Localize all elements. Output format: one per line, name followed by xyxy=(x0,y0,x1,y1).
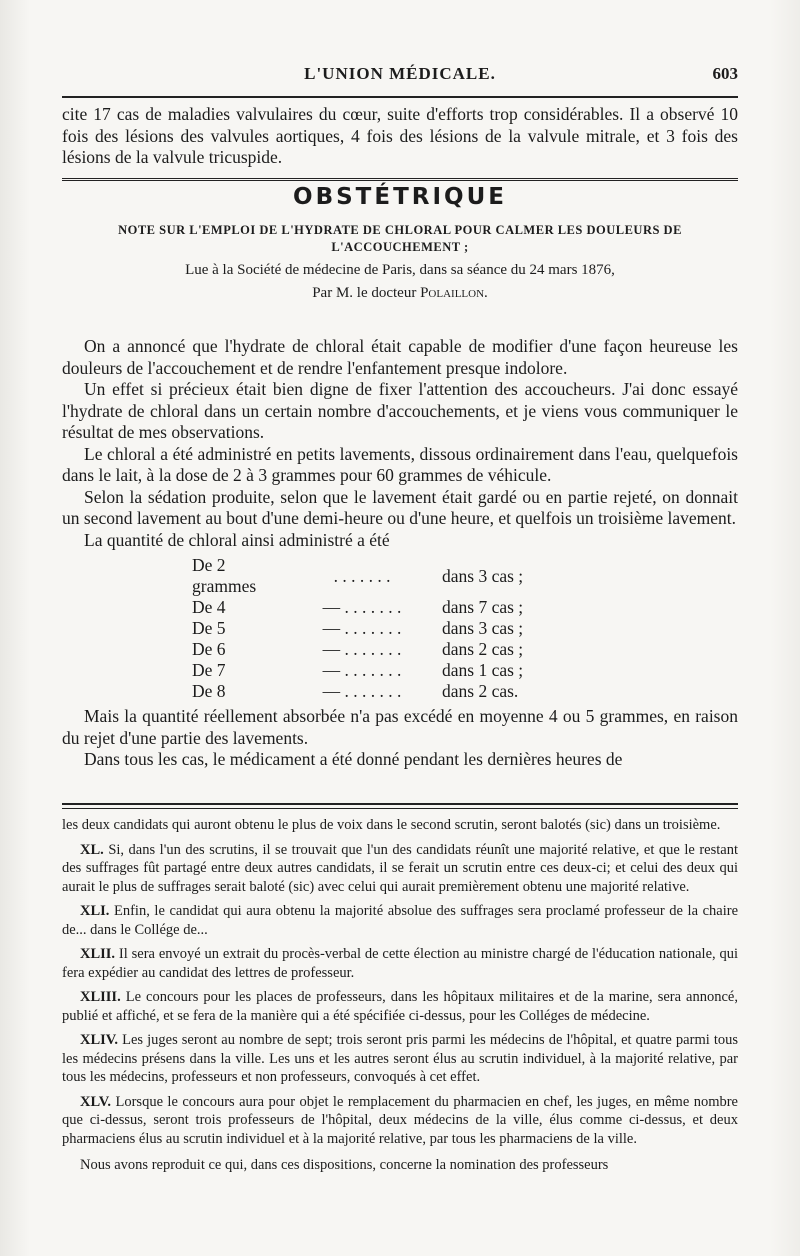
dose-amount: De 8 xyxy=(192,681,226,701)
dose-leader: — . . . . . . . xyxy=(322,660,402,680)
dose-row xyxy=(192,555,523,597)
statute-number: XLII. xyxy=(80,946,116,962)
statute-text: Il sera envoyé un extrait du procès-verbal de cette élection au ministre chargé de l'éducation nationale, qui fera expédier au candidat des lettres de professeur. xyxy=(62,946,739,981)
dose-cases: dans 2 cas ; xyxy=(442,639,524,659)
article-paragraph: Dans tous les cas, le médicament a été donné pendant les dernières heures de xyxy=(84,749,623,769)
statute-number: XL. xyxy=(80,841,104,858)
statute-number: XLIII. xyxy=(80,989,121,1005)
dose-amount: De 6 xyxy=(192,639,226,659)
dose-amount: De 2 grammes xyxy=(192,555,257,596)
section-rule xyxy=(62,178,738,181)
statute-article xyxy=(62,1031,738,1087)
closing-paragraph: Nous avons reproduit ce qui, dans ces dispositions, concerne la nomination des professeurs xyxy=(80,1157,609,1173)
feuilleton-rule-thin xyxy=(62,808,738,809)
statute-number: XLIV. xyxy=(80,1032,119,1048)
dose-cases: dans 3 cas ; xyxy=(442,618,524,638)
dose-cases: dans 1 cas ; xyxy=(442,660,524,680)
dose-table xyxy=(192,555,523,702)
statute-article xyxy=(62,902,738,939)
obstetrics-section xyxy=(62,184,738,302)
read-line: Lue à la Société de médecine de Paris, dans sa séance du 24 mars 1876, xyxy=(185,262,615,278)
intro-paragraph: cite 17 cas de maladies valvulaires du cœur, suite d'efforts trop considérables. Il a observé 10 fois des lésions des valvules aortiques, 4 fois des lésions de la valvule mitrale, et 3 fois des lésions de la valvule tricuspide. xyxy=(62,104,738,167)
page-header xyxy=(62,60,738,90)
dose-row xyxy=(192,681,523,702)
feuilleton-section xyxy=(62,816,738,1175)
statute-text: Enfin, le candidat qui aura obtenu la majorité absolue des suffrages sera proclamé professeur de la chaire de... dans le Collége de... xyxy=(62,903,739,938)
dose-row xyxy=(192,618,523,639)
article-paragraph: On a annoncé que l'hydrate de chloral était capable de modifier d'une façon heureuse les douleurs de l'accouchement et de rendre l'enfantement presque indolore. xyxy=(62,336,738,378)
dose-cases: dans 7 cas ; xyxy=(442,597,524,617)
article-paragraph: Mais la quantité réellement absorbée n'a pas excédé en moyenne 4 ou 5 grammes, en raison du rejet d'une partie des lavements. xyxy=(62,706,738,748)
dose-leader: — . . . . . . . xyxy=(322,639,402,659)
dose-amount: De 7 xyxy=(192,660,226,680)
author-name: Polaillon. xyxy=(420,285,488,301)
statute-number: XLI. xyxy=(80,903,110,919)
statute-text: Les juges seront au nombre de sept; trois seront pris parmi les médecins de l'hôpital, et quatre parmi tous les médecins présens dans la ville. Les uns et les autres seront élus au scrutin individuel, à la majorité relative, par tous les médecins, professeurs et non professeurs, convoqués à cet effet. xyxy=(62,1032,739,1085)
article-paragraph: Un effet si précieux était bien digne de fixer l'attention des accoucheurs. J'ai donc essayé l'hydrate de chloral dans un certain nombre d'accouchements, et je viens vous communiquer le résultat de mes observations. xyxy=(62,379,738,442)
author-prefix: Par M. le docteur xyxy=(312,285,417,301)
article-body xyxy=(62,336,738,771)
statute-article xyxy=(62,945,738,982)
statute-article xyxy=(62,1093,738,1149)
dose-row xyxy=(192,597,523,618)
section-title: OBSTÉTRIQUE xyxy=(293,184,507,210)
intro-block xyxy=(62,104,738,169)
dose-leader: — . . . . . . . xyxy=(322,597,402,617)
statute-article xyxy=(62,988,738,1025)
dose-leader: . . . . . . . xyxy=(333,565,391,586)
statute-text: Le concours pour les places de professeurs, dans les hôpitaux militaires et de la marine, sera annoncé, publié et affiché, et se fera de la manière qui a été spécifiée ci-dessus, pour les Colléges de médecine. xyxy=(62,989,738,1024)
note-title: NOTE SUR L'EMPLOI DE L'HYDRATE DE CHLORAL POUR CALMER LES DOULEURS DE L'ACCOUCHEMENT ; xyxy=(118,223,682,254)
statute-text: Si, dans l'un des scrutins, il se trouvait que l'un des candidats réunît une majorité relative, et que le restant des suffrages fût partagé entre deux autres candidats, il se ferait un scrutin entre ces deux-ci; et celui des deux qui aurait le plus de suffrages serait baloté (sic) avec celui qui aurait premièrement obtenu une majorité relative. xyxy=(62,841,738,895)
dose-cases: dans 2 cas. xyxy=(442,681,519,701)
feuilleton-rule xyxy=(62,803,738,805)
article-paragraph: Le chloral a été administré en petits lavements, dissous ordinairement dans l'eau, quelquefois dans le lait, à la dose de 2 à 3 grammes pour 60 grammes de véhicule. xyxy=(62,443,738,485)
dose-row xyxy=(192,660,523,681)
dose-amount: De 4 xyxy=(192,597,226,617)
article-paragraph: Selon la sédation produite, selon que le lavement était gardé ou en partie rejeté, on donnait un second lavement au bout d'une demi-heure ou d'une heure, et quelfois un troisième lavement. xyxy=(62,486,738,528)
dose-cases: dans 3 cas ; xyxy=(442,565,524,586)
author-line xyxy=(62,285,738,302)
dose-leader: — . . . . . . . xyxy=(322,681,402,701)
dose-amount: De 5 xyxy=(192,618,226,638)
article-paragraph: La quantité de chloral ainsi administré a été xyxy=(84,529,390,550)
dose-leader: — . . . . . . . xyxy=(322,618,402,638)
dose-row xyxy=(192,639,523,660)
statute-article xyxy=(62,841,738,897)
statute-number: XLV. xyxy=(80,1093,112,1110)
lower-lead: les deux candidats qui auront obtenu le plus de voix dans le second scrutin, seront balotés (sic) dans un troisième. xyxy=(62,817,721,833)
header-rule xyxy=(62,96,738,98)
running-title: L'UNION MÉDICALE. xyxy=(304,64,496,83)
statute-text: Lorsque le concours aura pour objet le remplacement du pharmacien en chef, les juges, en même nombre que ci-dessus, seront trois professeurs de l'hôpital, deux médecins de la ville, élus comme ci-dessus, et deux pharmaciens élus au scrutin individuel et à la majorité relative, par tous les pharmaciens de la ville. xyxy=(62,1093,738,1147)
page-number: 603 xyxy=(712,64,738,83)
